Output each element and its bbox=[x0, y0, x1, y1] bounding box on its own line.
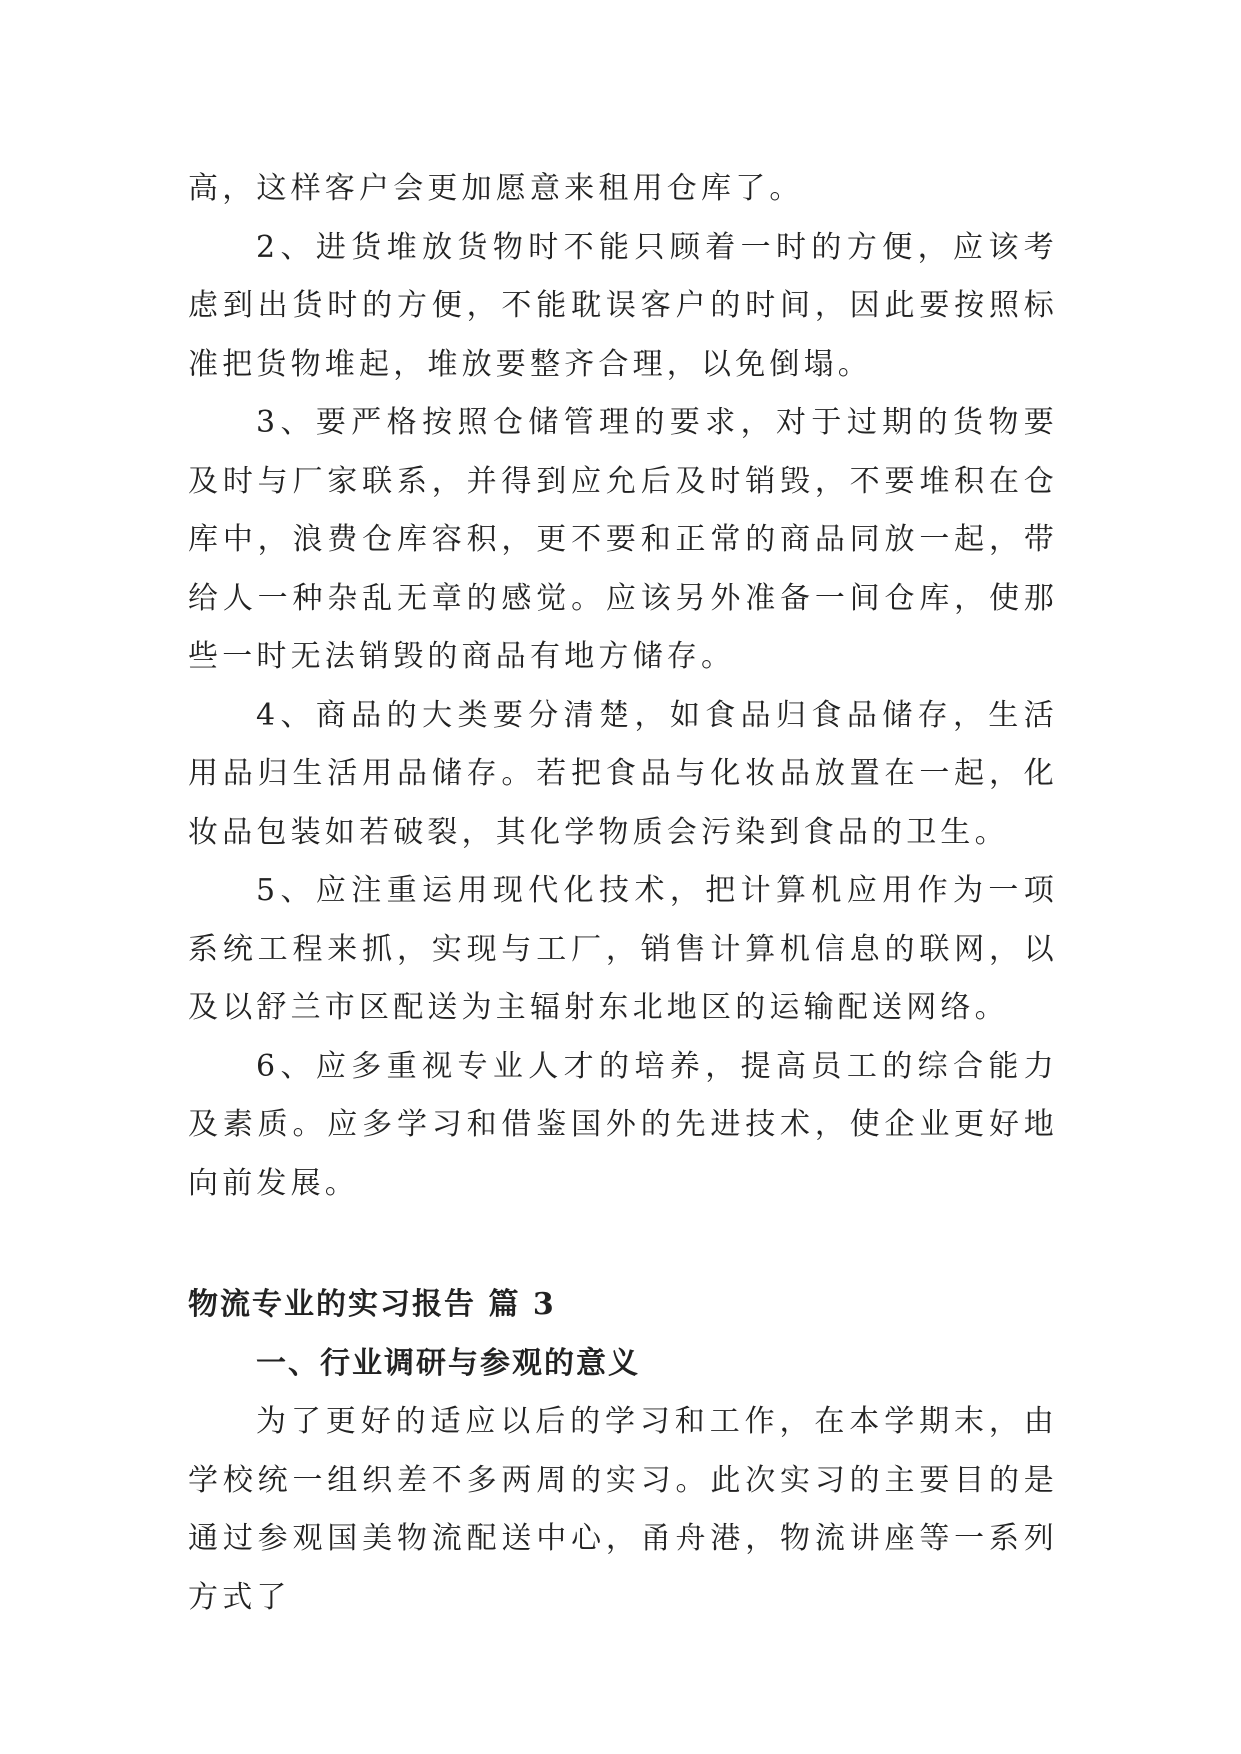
paragraph-continuation: 高，这样客户会更加愿意来租用仓库了。 bbox=[188, 171, 804, 206]
section-title: 物流专业的实习报告 篇 3 bbox=[188, 1287, 556, 1322]
list-item-5: 5、应注重运用现代化技术，把计算机应用作为一项系统工程来抓，实现与工厂，销售计算机信息的联网，以及以舒兰市区配送为主辐射东北地区的运输配送网络。 bbox=[188, 873, 1058, 1025]
section-subheading: 一、行业调研与参观的意义 bbox=[256, 1345, 640, 1381]
document-body bbox=[188, 160, 1058, 1627]
list-item-4: 4、商品的大类要分清楚，如食品归食品储存，生活用品归生活用品储存。若把食品与化妆品放置在一起，化妆品包装如若破裂，其化学物质会污染到食品的卫生。 bbox=[188, 697, 1058, 850]
section-paragraph: 为了更好的适应以后的学习和工作，在本学期末，由学校统一组织差不多两周的实习。此次实习的主要目的是通过参观国美物流配送中心，甬舟港，物流讲座等一系列方式了 bbox=[188, 1404, 1058, 1615]
list-item-6: 6、应多重视专业人才的培养，提高员工的综合能力及素质。应多学习和借鉴国外的先进技术，使企业更好地向前发展。 bbox=[188, 1048, 1058, 1201]
list-item-3: 3、要严格按照仓储管理的要求，对于过期的货物要及时与厂家联系，并得到应允后及时销毁，不要堆积在仓库中，浪费仓库容积，更不要和正常的商品同放一起，带给人一种杂乱无章的感觉。应该另外准备一间仓库，使那些一时无法销毁的商品有地方储存。 bbox=[188, 405, 1058, 674]
list-item-2: 2、进货堆放货物时不能只顾着一时的方便，应该考虑到出货时的方便，不能耽误客户的时间，因此要按照标准把货物堆起，堆放要整齐合理，以免倒塌。 bbox=[188, 229, 1058, 382]
